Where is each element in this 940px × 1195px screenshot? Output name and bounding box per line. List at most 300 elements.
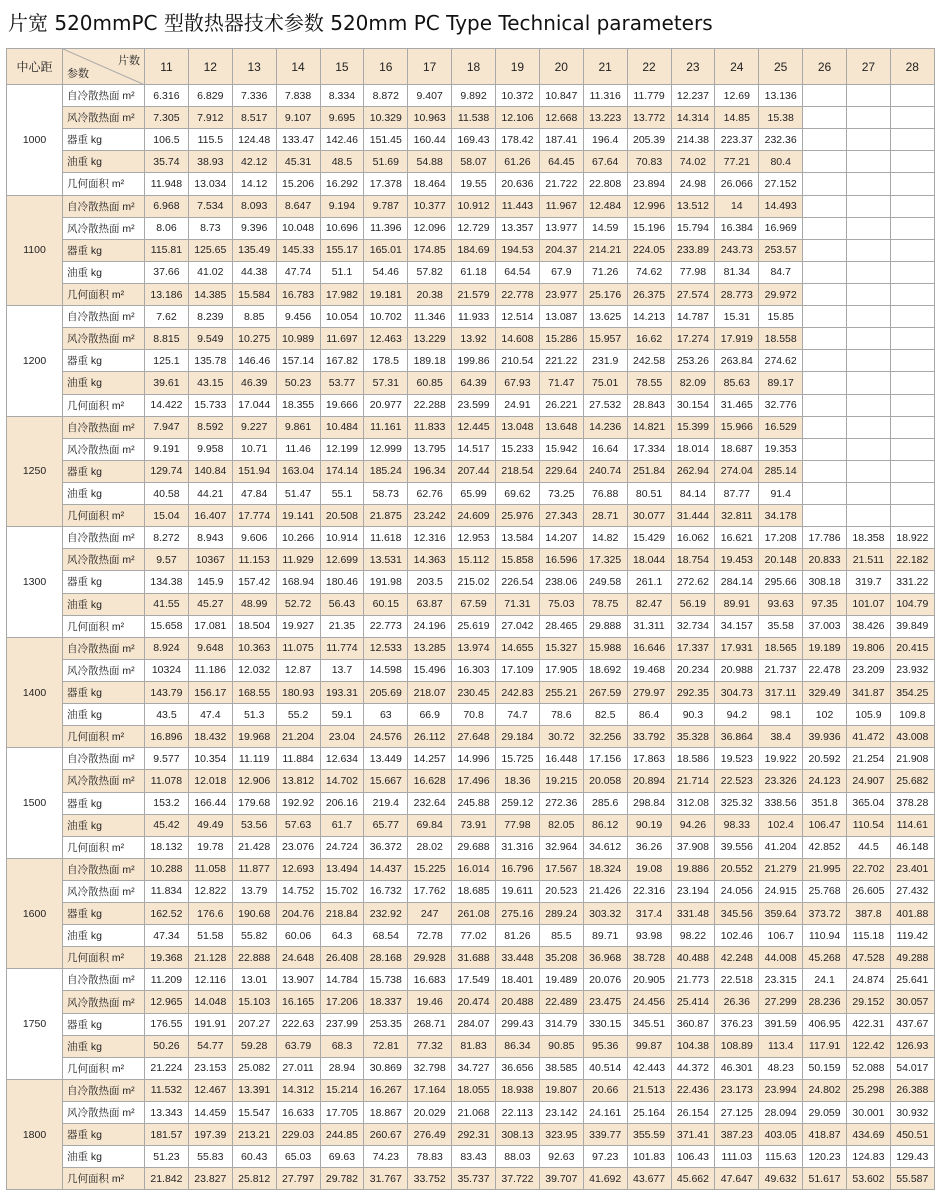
value-cell: 19.666 (320, 394, 364, 416)
value-cell: 15.103 (232, 991, 276, 1013)
value-cell (847, 283, 891, 305)
value-cell: 10.963 (408, 107, 452, 129)
value-cell: 354.25 (890, 681, 934, 703)
value-cell: 16.732 (364, 880, 408, 902)
value-cell: 8.924 (145, 637, 189, 659)
value-cell: 41.02 (188, 261, 232, 283)
value-cell: 17.786 (803, 527, 847, 549)
value-cell: 168.94 (276, 571, 320, 593)
value-cell: 64.45 (539, 151, 583, 173)
value-cell: 13.343 (145, 1102, 189, 1124)
table-row (7, 527, 935, 549)
value-cell: 17.863 (627, 748, 671, 770)
value-cell: 39.556 (715, 836, 759, 858)
value-cell: 18.401 (496, 969, 540, 991)
value-cell: 44.21 (188, 482, 232, 504)
value-cell: 330.15 (583, 1013, 627, 1035)
value-cell: 12.533 (364, 637, 408, 659)
value-cell: 56.19 (671, 593, 715, 615)
parameter-label: 油重 kg (63, 261, 145, 283)
value-cell (847, 195, 891, 217)
value-cell: 12.316 (408, 527, 452, 549)
value-cell: 29.059 (803, 1102, 847, 1124)
value-cell: 20.592 (803, 748, 847, 770)
value-cell: 19.453 (715, 549, 759, 571)
value-cell: 13.186 (145, 283, 189, 305)
value-cell: 27.532 (583, 394, 627, 416)
value-cell: 11.618 (364, 527, 408, 549)
value-cell (890, 217, 934, 239)
value-cell: 87.77 (715, 482, 759, 504)
value-cell: 23.315 (759, 969, 803, 991)
value-cell: 14.312 (276, 1079, 320, 1101)
value-cell: 11.538 (452, 107, 496, 129)
value-cell: 387.23 (715, 1124, 759, 1146)
value-cell: 60.06 (276, 925, 320, 947)
value-cell: 42.12 (232, 151, 276, 173)
parameter-label: 几何面积 m² (63, 947, 145, 969)
value-cell: 39.936 (803, 726, 847, 748)
table-row (7, 549, 935, 571)
value-cell: 67.9 (539, 261, 583, 283)
center-distance-cell: 1100 (7, 195, 63, 306)
pieces-column-header: 24 (715, 49, 759, 85)
value-cell: 16.621 (715, 527, 759, 549)
value-cell: 9.958 (188, 438, 232, 460)
value-cell: 18.358 (847, 527, 891, 549)
value-cell: 30.72 (539, 726, 583, 748)
value-cell: 27.343 (539, 505, 583, 527)
value-cell: 14.213 (627, 306, 671, 328)
value-cell: 9.892 (452, 85, 496, 107)
center-distance-cell: 1600 (7, 858, 63, 969)
value-cell: 60.15 (364, 593, 408, 615)
value-cell: 18.055 (452, 1079, 496, 1101)
value-cell (890, 195, 934, 217)
value-cell: 89.91 (715, 593, 759, 615)
center-distance-header: 中心距 (7, 49, 63, 85)
value-cell: 31.465 (715, 394, 759, 416)
value-cell: 11.833 (408, 416, 452, 438)
value-cell: 88.03 (496, 1146, 540, 1168)
value-cell: 218.54 (496, 460, 540, 482)
value-cell: 26.36 (715, 991, 759, 1013)
value-cell: 231.9 (583, 350, 627, 372)
table-row (7, 1035, 935, 1057)
value-cell: 20.38 (408, 283, 452, 305)
value-cell (803, 217, 847, 239)
value-cell: 48.23 (759, 1057, 803, 1079)
value-cell: 167.82 (320, 350, 364, 372)
value-cell: 210.54 (496, 350, 540, 372)
value-cell: 29.688 (452, 836, 496, 858)
value-cell: 275.16 (496, 903, 540, 925)
value-cell: 12.237 (671, 85, 715, 107)
value-cell: 15.206 (276, 173, 320, 195)
value-cell: 18.922 (890, 527, 934, 549)
value-cell: 190.68 (232, 903, 276, 925)
value-cell: 77.98 (671, 261, 715, 283)
pieces-column-header: 13 (232, 49, 276, 85)
value-cell: 18.014 (671, 438, 715, 460)
value-cell: 13.223 (583, 107, 627, 129)
value-cell: 145.33 (276, 239, 320, 261)
value-cell: 13.391 (232, 1079, 276, 1101)
value-cell: 18.324 (583, 858, 627, 880)
value-cell: 28.465 (539, 615, 583, 637)
parameter-label: 风冷散热面 m² (63, 659, 145, 681)
value-cell: 14.784 (320, 969, 364, 991)
value-cell: 68.54 (364, 925, 408, 947)
value-cell: 10.275 (232, 328, 276, 350)
value-cell: 232.92 (364, 903, 408, 925)
parameter-label: 器重 kg (63, 571, 145, 593)
value-cell: 17.549 (452, 969, 496, 991)
value-cell: 98.33 (715, 814, 759, 836)
pieces-column-header: 11 (145, 49, 189, 85)
value-cell: 240.74 (583, 460, 627, 482)
value-cell: 47.528 (847, 947, 891, 969)
value-cell: 24.456 (627, 991, 671, 1013)
value-cell: 35.58 (759, 615, 803, 637)
value-cell: 285.6 (583, 792, 627, 814)
value-cell: 27.299 (759, 991, 803, 1013)
parameter-label: 自冷散热面 m² (63, 416, 145, 438)
value-cell (847, 173, 891, 195)
table-row (7, 328, 935, 350)
value-cell: 25.176 (583, 283, 627, 305)
page-title: 片宽 520mmPC 型散热器技术参数 520mm PC Type Technical parameters (8, 11, 713, 35)
value-cell (890, 460, 934, 482)
value-cell: 22.436 (671, 1079, 715, 1101)
value-cell: 15.858 (496, 549, 540, 571)
value-cell: 41.472 (847, 726, 891, 748)
value-cell: 325.32 (715, 792, 759, 814)
value-cell: 25.641 (890, 969, 934, 991)
table-row (7, 836, 935, 858)
value-cell: 20.523 (539, 880, 583, 902)
value-cell: 13.357 (496, 217, 540, 239)
value-cell: 58.07 (452, 151, 496, 173)
value-cell: 8.943 (188, 527, 232, 549)
value-cell: 29.928 (408, 947, 452, 969)
value-cell: 77.02 (452, 925, 496, 947)
value-cell: 27.648 (452, 726, 496, 748)
value-cell: 63.79 (276, 1035, 320, 1057)
value-cell: 15.196 (627, 217, 671, 239)
value-cell: 187.41 (539, 129, 583, 151)
value-cell: 19.806 (847, 637, 891, 659)
value-cell: 13.229 (408, 328, 452, 350)
value-cell: 295.66 (759, 571, 803, 593)
value-cell: 221.22 (539, 350, 583, 372)
value-cell: 203.5 (408, 571, 452, 593)
value-cell: 14.493 (759, 195, 803, 217)
value-cell: 24.123 (803, 770, 847, 792)
value-cell: 12.445 (452, 416, 496, 438)
value-cell: 214.21 (583, 239, 627, 261)
value-cell (803, 107, 847, 129)
value-cell: 9.396 (232, 217, 276, 239)
value-cell: 15.966 (715, 416, 759, 438)
pieces-column-header: 17 (408, 49, 452, 85)
value-cell: 114.61 (890, 814, 934, 836)
value-cell: 10.847 (539, 85, 583, 107)
value-cell: 18.692 (583, 659, 627, 681)
value-cell: 450.51 (890, 1124, 934, 1146)
value-cell: 23.932 (890, 659, 934, 681)
value-cell: 10.363 (232, 637, 276, 659)
value-cell: 15.233 (496, 438, 540, 460)
pieces-column-header: 12 (188, 49, 232, 85)
value-cell: 12.996 (627, 195, 671, 217)
value-cell: 52.72 (276, 593, 320, 615)
value-cell (890, 306, 934, 328)
value-cell: 8.06 (145, 217, 189, 239)
value-cell: 19.189 (803, 637, 847, 659)
value-cell: 55.83 (188, 1146, 232, 1168)
value-cell: 98.1 (759, 704, 803, 726)
value-cell: 238.06 (539, 571, 583, 593)
parameter-label: 风冷散热面 m² (63, 438, 145, 460)
value-cell: 41.692 (583, 1168, 627, 1190)
value-cell: 47.34 (145, 925, 189, 947)
value-cell: 319.7 (847, 571, 891, 593)
value-cell: 73.25 (539, 482, 583, 504)
value-cell: 12.467 (188, 1079, 232, 1101)
value-cell: 17.705 (320, 1102, 364, 1124)
value-cell: 14.787 (671, 306, 715, 328)
value-cell: 17.208 (759, 527, 803, 549)
value-cell: 93.98 (627, 925, 671, 947)
value-cell: 261.1 (627, 571, 671, 593)
value-cell: 17.156 (583, 748, 627, 770)
value-cell: 13.977 (539, 217, 583, 239)
value-cell: 30.001 (847, 1102, 891, 1124)
parameter-label: 自冷散热面 m² (63, 637, 145, 659)
value-cell: 14.608 (496, 328, 540, 350)
value-cell: 191.98 (364, 571, 408, 593)
value-cell: 23.326 (759, 770, 803, 792)
value-cell (803, 261, 847, 283)
value-cell: 57.63 (276, 814, 320, 836)
value-cell: 24.98 (671, 173, 715, 195)
value-cell: 25.768 (803, 880, 847, 902)
value-cell: 314.79 (539, 1013, 583, 1035)
value-cell: 18.504 (232, 615, 276, 637)
value-cell: 20.552 (715, 858, 759, 880)
value-cell: 126.93 (890, 1035, 934, 1057)
value-cell: 80.51 (627, 482, 671, 504)
pieces-label: 片数 (118, 55, 140, 67)
value-cell: 331.48 (671, 903, 715, 925)
value-cell: 19.141 (276, 505, 320, 527)
value-cell: 279.97 (627, 681, 671, 703)
value-cell: 7.947 (145, 416, 189, 438)
value-cell: 20.905 (627, 969, 671, 991)
value-cell: 8.73 (188, 217, 232, 239)
value-cell (803, 460, 847, 482)
value-cell: 41.204 (759, 836, 803, 858)
value-cell: 22.773 (364, 615, 408, 637)
value-cell (803, 306, 847, 328)
value-cell: 15.04 (145, 505, 189, 527)
pieces-column-header: 22 (627, 49, 671, 85)
value-cell: 28.02 (408, 836, 452, 858)
value-cell: 23.827 (188, 1168, 232, 1190)
value-cell: 20.029 (408, 1102, 452, 1124)
value-cell: 242.83 (496, 681, 540, 703)
parameter-label: 几何面积 m² (63, 836, 145, 858)
value-cell: 151.45 (364, 129, 408, 151)
value-cell: 21.128 (188, 947, 232, 969)
value-cell: 168.55 (232, 681, 276, 703)
value-cell: 23.076 (276, 836, 320, 858)
value-cell: 13.048 (496, 416, 540, 438)
value-cell: 16.796 (496, 858, 540, 880)
value-cell: 156.17 (188, 681, 232, 703)
value-cell: 45.268 (803, 947, 847, 969)
value-cell: 14.314 (671, 107, 715, 129)
value-cell: 17.378 (364, 173, 408, 195)
value-cell: 51.617 (803, 1168, 847, 1190)
value-cell: 12.822 (188, 880, 232, 902)
value-cell (803, 283, 847, 305)
value-cell: 42.248 (715, 947, 759, 969)
value-cell: 26.605 (847, 880, 891, 902)
parameter-label: 自冷散热面 m² (63, 1079, 145, 1101)
value-cell: 12.906 (232, 770, 276, 792)
value-cell: 17.164 (408, 1079, 452, 1101)
value-cell: 51.69 (364, 151, 408, 173)
value-cell (890, 394, 934, 416)
table-row (7, 858, 935, 880)
value-cell: 23.401 (890, 858, 934, 880)
value-cell: 253.57 (759, 239, 803, 261)
value-cell: 106.5 (145, 129, 189, 151)
value-cell: 36.656 (496, 1057, 540, 1079)
value-cell: 166.44 (188, 792, 232, 814)
value-cell (890, 505, 934, 527)
value-cell: 35.208 (539, 947, 583, 969)
value-cell: 276.49 (408, 1124, 452, 1146)
value-cell: 40.514 (583, 1057, 627, 1079)
value-cell: 110.94 (803, 925, 847, 947)
value-cell: 74.23 (364, 1146, 408, 1168)
value-cell: 81.34 (715, 261, 759, 283)
value-cell: 308.18 (803, 571, 847, 593)
value-cell: 69.62 (496, 482, 540, 504)
value-cell: 85.5 (539, 925, 583, 947)
value-cell: 20.66 (583, 1079, 627, 1101)
value-cell: 6.316 (145, 85, 189, 107)
value-cell: 105.9 (847, 704, 891, 726)
value-cell: 13.01 (232, 969, 276, 991)
value-cell (847, 372, 891, 394)
value-cell: 19.55 (452, 173, 496, 195)
value-cell: 82.47 (627, 593, 671, 615)
center-distance-cell: 1400 (7, 637, 63, 748)
value-cell: 21.995 (803, 858, 847, 880)
pieces-column-header: 23 (671, 49, 715, 85)
value-cell: 331.22 (890, 571, 934, 593)
value-cell: 14.752 (276, 880, 320, 902)
value-cell: 45.31 (276, 151, 320, 173)
value-cell: 13.907 (276, 969, 320, 991)
value-cell: 359.64 (759, 903, 803, 925)
value-cell: 35.737 (452, 1168, 496, 1190)
parameter-label: 器重 kg (63, 460, 145, 482)
value-cell: 189.18 (408, 350, 452, 372)
value-cell: 104.79 (890, 593, 934, 615)
value-cell: 102.4 (759, 814, 803, 836)
value-cell: 19.368 (145, 947, 189, 969)
value-cell: 9.549 (188, 328, 232, 350)
value-cell: 28.71 (583, 505, 627, 527)
value-cell: 9.606 (232, 527, 276, 549)
value-cell: 25.682 (890, 770, 934, 792)
value-cell: 25.414 (671, 991, 715, 1013)
value-cell: 224.05 (627, 239, 671, 261)
parameter-label: 器重 kg (63, 350, 145, 372)
value-cell: 24.907 (847, 770, 891, 792)
value-cell: 41.55 (145, 593, 189, 615)
value-cell: 115.63 (759, 1146, 803, 1168)
value-cell: 7.912 (188, 107, 232, 129)
table-row (7, 1057, 935, 1079)
parameter-label: 油重 kg (63, 704, 145, 726)
value-cell: 47.647 (715, 1168, 759, 1190)
value-cell: 145.9 (188, 571, 232, 593)
value-cell: 29.888 (583, 615, 627, 637)
value-cell: 11.929 (276, 549, 320, 571)
value-cell: 22.888 (232, 947, 276, 969)
table-row (7, 704, 935, 726)
value-cell: 26.154 (671, 1102, 715, 1124)
value-cell: 19.78 (188, 836, 232, 858)
value-cell: 14.59 (583, 217, 627, 239)
value-cell: 214.38 (671, 129, 715, 151)
value-cell: 92.63 (539, 1146, 583, 1168)
value-cell: 33.448 (496, 947, 540, 969)
value-cell: 91.4 (759, 482, 803, 504)
value-cell: 78.55 (627, 372, 671, 394)
value-cell: 253.26 (671, 350, 715, 372)
value-cell: 20.508 (320, 505, 364, 527)
value-cell: 11.532 (145, 1079, 189, 1101)
value-cell: 19.927 (276, 615, 320, 637)
value-cell: 13.512 (671, 195, 715, 217)
table-row (7, 925, 935, 947)
value-cell: 38.585 (539, 1057, 583, 1079)
value-cell (890, 438, 934, 460)
table-row (7, 107, 935, 129)
value-cell: 10.912 (452, 195, 496, 217)
value-cell: 30.057 (890, 991, 934, 1013)
value-cell: 12.693 (276, 858, 320, 880)
table-row (7, 1079, 935, 1101)
value-cell: 95.36 (583, 1035, 627, 1057)
value-cell: 64.39 (452, 372, 496, 394)
value-cell: 249.58 (583, 571, 627, 593)
value-cell: 142.46 (320, 129, 364, 151)
value-cell: 85.63 (715, 372, 759, 394)
value-cell: 15.429 (627, 527, 671, 549)
value-cell: 219.4 (364, 792, 408, 814)
value-cell: 180.46 (320, 571, 364, 593)
value-cell: 104.38 (671, 1035, 715, 1057)
value-cell: 21.35 (320, 615, 364, 637)
